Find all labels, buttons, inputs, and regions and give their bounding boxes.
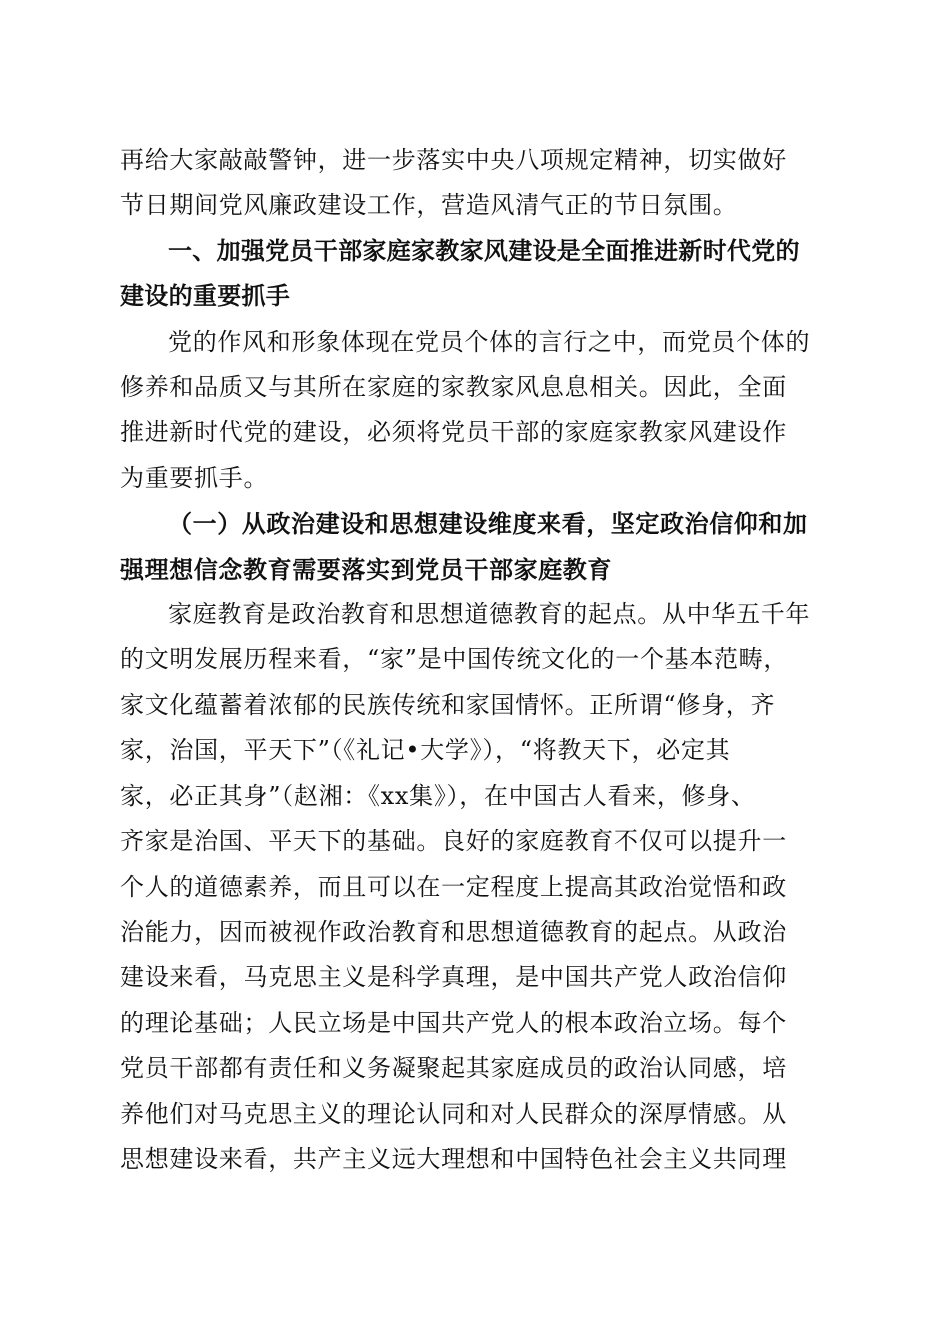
document-body <box>120 138 832 1182</box>
text-line: 家，治国，平天下”（《礼记•大学》），“将教天下，必定其 <box>120 736 731 765</box>
paragraph-family-education <box>120 592 832 1182</box>
subheading-line: 强理想信念教育需要落实到党员干部家庭教育 <box>120 554 612 584</box>
text-line: 家庭教育是政治教育和思想道德教育的起点。从中华五千年 <box>168 600 811 629</box>
text-line: 的文明发展历程来看，“家”是中国传统文化的一个基本范畴， <box>120 645 789 674</box>
text-line: 党员干部都有责任和义务凝聚起其家庭成员的政治认同感，培 <box>120 1054 787 1083</box>
text-line: 家，必正其身”（赵湘：《xx集》），在中国古人看来，修身、 <box>120 781 756 810</box>
heading-line: 建设的重要抓手 <box>120 282 291 311</box>
text-line: 为重要抓手。 <box>120 463 269 492</box>
text-line: 节日期间党风廉政建设工作，营造风清气正的节日氛围。 <box>120 191 738 220</box>
text-line: 修养和品质又与其所在家庭的家教家风息息相关。因此，全面 <box>120 373 787 402</box>
text-line: 家文化蕴蓄着浓郁的民族传统和家国情怀。正所谓“修身，齐 <box>120 690 776 719</box>
text-line: 治能力，因而被视作政治教育和思想道德教育的起点。从政治 <box>120 917 787 946</box>
text-line: 再给大家敲敲警钟，进一步落实中央八项规定精神，切实做好 <box>120 146 787 174</box>
subheading-line: （一）从政治建设和思想建设维度来看，坚定政治信仰和加 <box>168 509 808 539</box>
text-line: 党的作风和形象体现在党员个体的言行之中，而党员个体的 <box>168 327 811 356</box>
text-line: 养他们对马克思主义的理论认同和对人民群众的深厚情感。从 <box>120 1099 787 1128</box>
text-line: 思想建设来看，共产主义远大理想和中国特色社会主义共同理 <box>120 1144 787 1173</box>
paragraph-party-style <box>120 320 832 502</box>
section-heading-1 <box>120 229 832 320</box>
heading-line: 一、加强党员干部家庭家教家风建设是全面推进新时代党的 <box>168 236 800 265</box>
subsection-heading-1 <box>120 501 832 592</box>
text-line: 建设来看，马克思主义是科学真理，是中国共产党人政治信仰 <box>120 963 787 992</box>
text-line: 推进新时代党的建设，必须将党员干部的家庭家教家风建设作 <box>120 418 787 447</box>
text-line: 个人的道德素养，而且可以在一定程度上提高其政治觉悟和政 <box>120 872 787 901</box>
text-line: 的理论基础；人民立场是中国共产党人的根本政治立场。每个 <box>120 1008 787 1037</box>
text-line: 齐家是治国、平天下的基础。良好的家庭教育不仅可以提升一 <box>120 827 787 856</box>
paragraph-intro <box>120 138 832 229</box>
